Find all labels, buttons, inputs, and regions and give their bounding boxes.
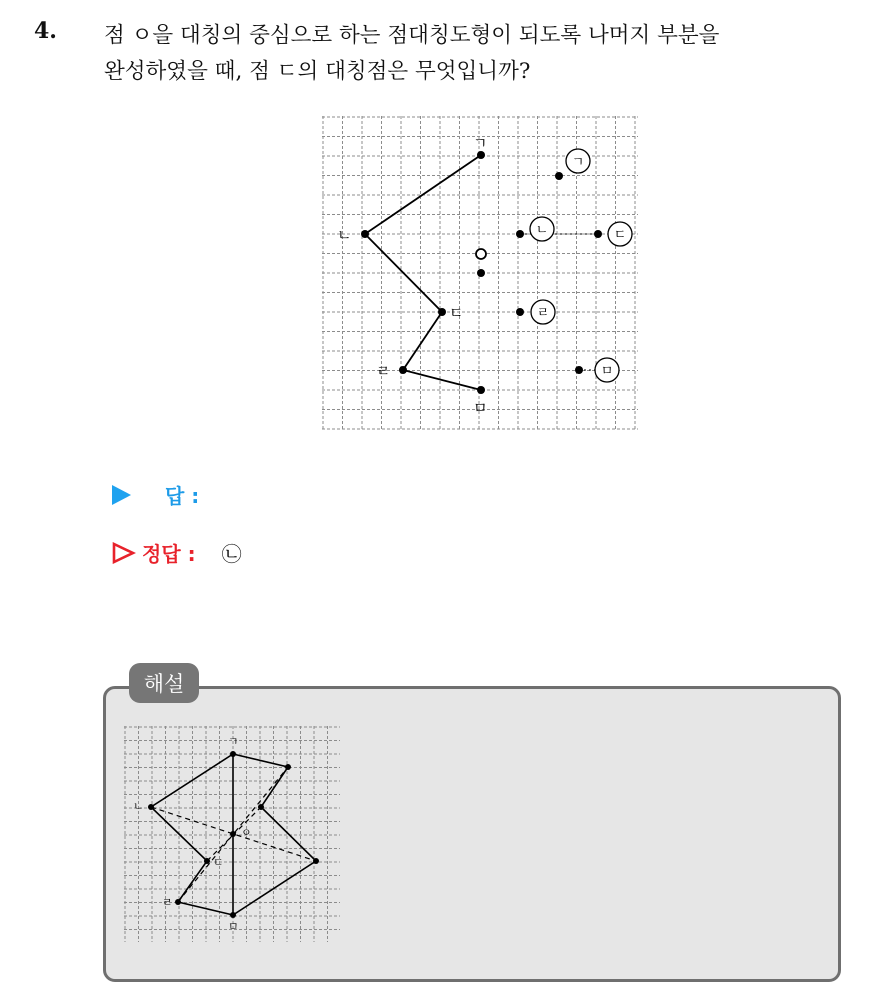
- triangle-filled-icon: [112, 485, 131, 505]
- circled-choices: [530, 149, 632, 382]
- question-text: [104, 18, 864, 90]
- label-d: ㄷ: [449, 304, 464, 322]
- point-r: [399, 366, 407, 374]
- circ-label-r: ㄹ: [536, 306, 550, 321]
- label-g: ㄱ: [473, 134, 488, 152]
- exp-label-o: ㅇ: [241, 826, 252, 839]
- label-r: ㄹ: [376, 362, 391, 380]
- label-o: ㅇ: [473, 260, 474, 261]
- circ-label-n: ㄴ: [535, 223, 549, 238]
- answer-row: [112, 480, 199, 509]
- label-m: ㅁ: [473, 399, 488, 417]
- explanation-tab: 해설: [129, 663, 199, 703]
- exp-label-n: ㄴ: [133, 800, 144, 813]
- correct-answer-row: [112, 538, 242, 567]
- point-extra: [477, 269, 485, 277]
- choice-point-m: [575, 366, 583, 374]
- exp-label-r: ㄹ: [162, 896, 173, 909]
- point-m: [477, 386, 485, 394]
- question-figure: [322, 116, 640, 432]
- triangle-outline-icon: [112, 542, 136, 564]
- choice-point-d: [594, 230, 602, 238]
- point-d: [438, 308, 446, 316]
- circ-label-g: ㄱ: [571, 155, 585, 170]
- exp-label-g: ㄱ: [228, 735, 239, 748]
- choice-point-r: [516, 308, 524, 316]
- choice-point-g: [555, 172, 563, 180]
- center-point-o: [476, 249, 486, 259]
- question-line-1: 점 ㅇ을 대칭의 중심으로 하는 점대칭도형이 되도록 나머지 부분을: [104, 23, 720, 48]
- circ-label-m: ㅁ: [600, 364, 614, 379]
- question-number: 4.: [34, 18, 57, 44]
- correct-answer-value: ㉡: [221, 542, 242, 566]
- question-line-2: 완성하였을 때, 점 ㄷ의 대칭점은 무엇입니까?: [104, 59, 531, 84]
- answer-label: 답 :: [165, 484, 200, 508]
- point-n: [361, 230, 369, 238]
- choice-point-n: [516, 230, 524, 238]
- circ-label-d: ㄷ: [613, 228, 627, 243]
- explanation-figure: [124, 726, 342, 944]
- dotted-guide: [520, 234, 606, 370]
- exp-label-m: ㅁ: [228, 920, 239, 933]
- correct-answer-label: 정답 :: [142, 542, 196, 566]
- point-g: [477, 151, 485, 159]
- label-n: ㄴ: [337, 226, 352, 244]
- exp-label-d: ㄷ: [213, 856, 224, 869]
